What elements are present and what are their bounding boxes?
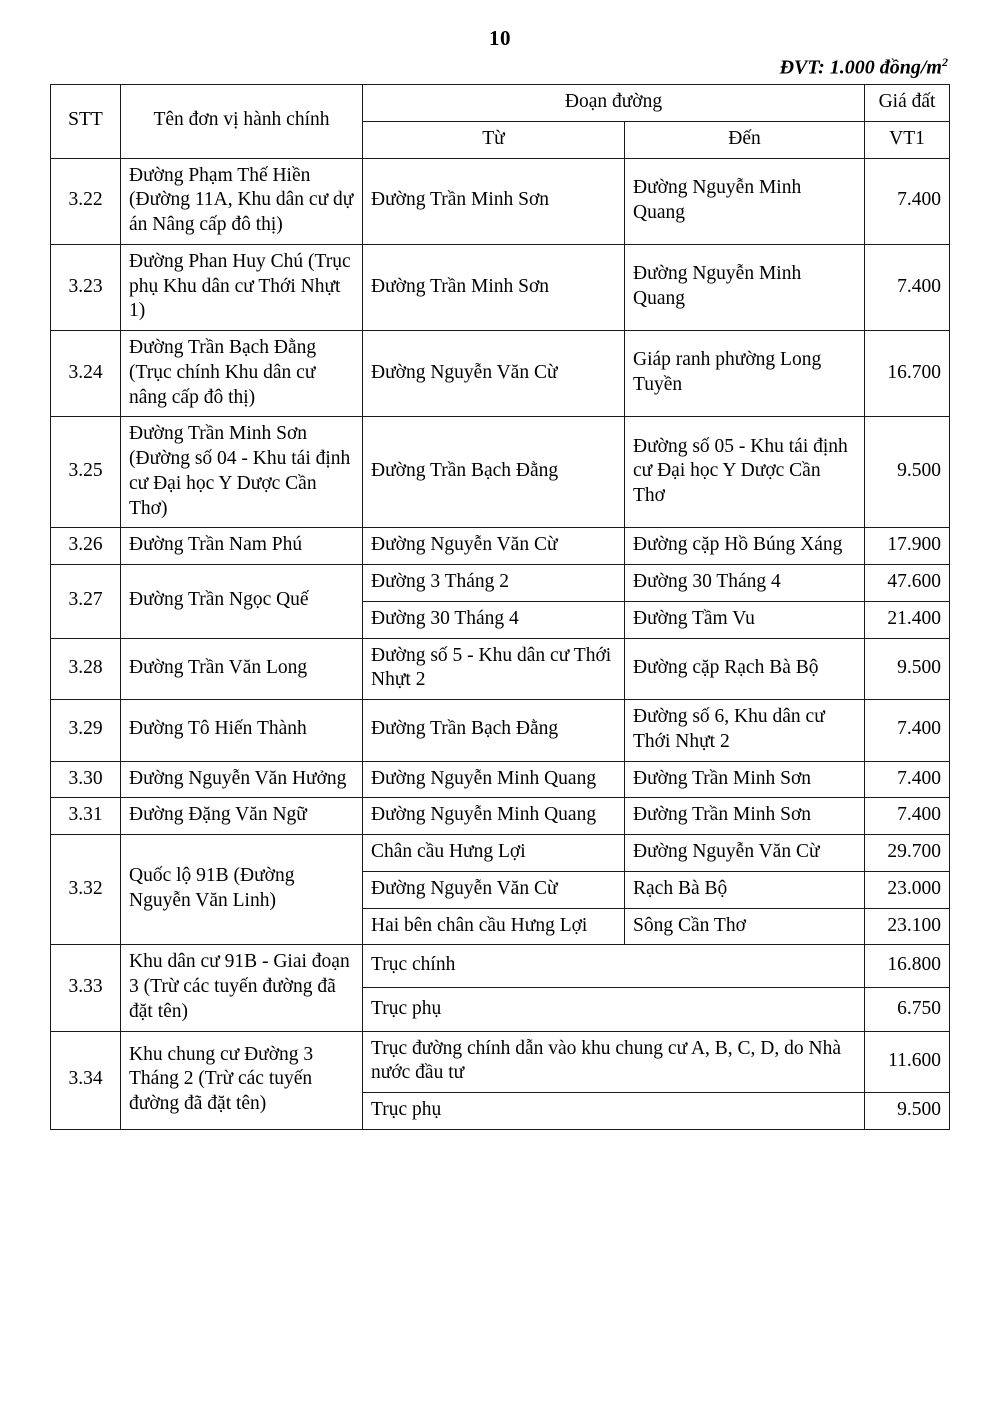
cell-price: 23.100: [865, 908, 950, 945]
cell-admin-unit: Đường Trần Bạch Đằng (Trục chính Khu dân cư nâng cấp đô thị): [121, 331, 363, 417]
cell-admin-unit: Đường Trần Ngọc Quế: [121, 565, 363, 639]
header-to: Đến: [625, 121, 865, 158]
table-row: [51, 945, 950, 988]
cell-from: Đường Nguyễn Văn Cừ: [363, 528, 625, 565]
cell-from: Đường Trần Minh Sơn: [363, 158, 625, 244]
cell-from: Đường Nguyễn Minh Quang: [363, 798, 625, 835]
header-land-price: Giá đất: [865, 85, 950, 122]
table-row: [51, 638, 950, 700]
cell-price: 9.500: [865, 417, 950, 528]
cell-stt: 3.26: [51, 528, 121, 565]
cell-stt: 3.28: [51, 638, 121, 700]
cell-admin-unit: Đường Phạm Thế Hiền (Đường 11A, Khu dân cư dự án Nâng cấp đô thị): [121, 158, 363, 244]
cell-to: Đường Trần Minh Sơn: [625, 798, 865, 835]
cell-admin-unit: Đường Trần Nam Phú: [121, 528, 363, 565]
cell-road-section-merged: Trục phụ: [363, 1093, 865, 1130]
cell-to: Đường Nguyễn Minh Quang: [625, 158, 865, 244]
cell-stt: 3.23: [51, 244, 121, 330]
cell-price: 16.800: [865, 945, 950, 988]
cell-to: Giáp ranh phường Long Tuyền: [625, 331, 865, 417]
header-road-section: Đoạn đường: [363, 85, 865, 122]
cell-from: Đường Trần Bạch Đằng: [363, 700, 625, 762]
land-price-table: [50, 84, 950, 1130]
cell-price: 23.000: [865, 871, 950, 908]
unit-label-text: ĐVT: 1.000 đồng/m: [779, 56, 942, 79]
cell-stt: 3.32: [51, 835, 121, 945]
cell-stt: 3.30: [51, 761, 121, 798]
cell-price: 47.600: [865, 565, 950, 602]
page-number: 10: [489, 26, 511, 50]
cell-from: Đường 3 Tháng 2: [363, 565, 625, 602]
header-stt: STT: [51, 85, 121, 159]
cell-price: 7.400: [865, 761, 950, 798]
cell-stt: 3.22: [51, 158, 121, 244]
table-row: [51, 798, 950, 835]
cell-admin-unit: Đường Trần Văn Long: [121, 638, 363, 700]
cell-to: Đường số 05 - Khu tái định cư Đại học Y Dược Cần Thơ: [625, 417, 865, 528]
cell-to: Sông Cần Thơ: [625, 908, 865, 945]
cell-stt: 3.31: [51, 798, 121, 835]
cell-to: Đường cặp Hồ Búng Xáng: [625, 528, 865, 565]
table-row: [51, 565, 950, 602]
header-admin-unit: Tên đơn vị hành chính: [121, 85, 363, 159]
cell-road-section-merged: Trục phụ: [363, 988, 865, 1031]
unit-label: [780, 55, 948, 80]
cell-price: 16.700: [865, 331, 950, 417]
cell-admin-unit: Đường Phan Huy Chú (Trục phụ Khu dân cư Thới Nhựt 1): [121, 244, 363, 330]
cell-to: Đường Trần Minh Sơn: [625, 761, 865, 798]
table-row: [51, 700, 950, 762]
cell-from: Đường Nguyễn Văn Cừ: [363, 871, 625, 908]
cell-to: Đường 30 Tháng 4: [625, 565, 865, 602]
cell-price: 6.750: [865, 988, 950, 1031]
header-vt1: VT1: [865, 121, 950, 158]
cell-price: 29.700: [865, 835, 950, 872]
cell-to: Đường số 6, Khu dân cư Thới Nhựt 2: [625, 700, 865, 762]
cell-to: Đường Tầm Vu: [625, 601, 865, 638]
cell-from: Đường Nguyễn Minh Quang: [363, 761, 625, 798]
cell-admin-unit: Đường Nguyễn Văn Hưởng: [121, 761, 363, 798]
cell-stt: 3.29: [51, 700, 121, 762]
table-row: [51, 417, 950, 528]
table-row: [51, 158, 950, 244]
cell-from: Chân cầu Hưng Lợi: [363, 835, 625, 872]
cell-from: Đường số 5 - Khu dân cư Thới Nhựt 2: [363, 638, 625, 700]
cell-admin-unit: Đường Đặng Văn Ngữ: [121, 798, 363, 835]
cell-admin-unit: Đường Tô Hiến Thành: [121, 700, 363, 762]
table-row: [51, 835, 950, 872]
cell-stt: 3.24: [51, 331, 121, 417]
table-row: [51, 331, 950, 417]
cell-stt: 3.33: [51, 945, 121, 1031]
cell-price: 7.400: [865, 700, 950, 762]
cell-road-section-merged: Trục chính: [363, 945, 865, 988]
cell-price: 17.900: [865, 528, 950, 565]
cell-price: 9.500: [865, 1093, 950, 1130]
cell-admin-unit: Khu dân cư 91B - Giai đoạn 3 (Trừ các tuyến đường đã đặt tên): [121, 945, 363, 1031]
cell-stt: 3.34: [51, 1031, 121, 1129]
cell-from: Đường Trần Bạch Đằng: [363, 417, 625, 528]
table-row: [51, 244, 950, 330]
table-body: [51, 158, 950, 1129]
cell-price: 9.500: [865, 638, 950, 700]
cell-price: 21.400: [865, 601, 950, 638]
cell-admin-unit: Khu chung cư Đường 3 Tháng 2 (Trừ các tuyến đường đã đặt tên): [121, 1031, 363, 1129]
cell-stt: 3.27: [51, 565, 121, 639]
table-row: [51, 528, 950, 565]
table-header-row-1: [51, 85, 950, 122]
cell-from: Đường 30 Tháng 4: [363, 601, 625, 638]
cell-to: Đường Nguyễn Văn Cừ: [625, 835, 865, 872]
cell-to: Đường cặp Rạch Bà Bộ: [625, 638, 865, 700]
cell-price: 7.400: [865, 158, 950, 244]
cell-to: Rạch Bà Bộ: [625, 871, 865, 908]
cell-price: 11.600: [865, 1031, 950, 1093]
header-from: Từ: [363, 121, 625, 158]
cell-from: Đường Nguyễn Văn Cừ: [363, 331, 625, 417]
cell-price: 7.400: [865, 798, 950, 835]
cell-from: Hai bên chân cầu Hưng Lợi: [363, 908, 625, 945]
cell-to: Đường Nguyễn Minh Quang: [625, 244, 865, 330]
cell-from: Đường Trần Minh Sơn: [363, 244, 625, 330]
table-row: [51, 761, 950, 798]
cell-price: 7.400: [865, 244, 950, 330]
table-row: [51, 1031, 950, 1093]
cell-admin-unit: Quốc lộ 91B (Đường Nguyễn Văn Linh): [121, 835, 363, 945]
unit-label-exponent: 2: [942, 55, 948, 69]
table-header: [51, 85, 950, 159]
cell-road-section-merged: Trục đường chính dẫn vào khu chung cư A, B, C, D, do Nhà nước đầu tư: [363, 1031, 865, 1093]
cell-stt: 3.25: [51, 417, 121, 528]
cell-admin-unit: Đường Trần Minh Sơn (Đường số 04 - Khu tái định cư Đại học Y Dược Cần Thơ): [121, 417, 363, 528]
